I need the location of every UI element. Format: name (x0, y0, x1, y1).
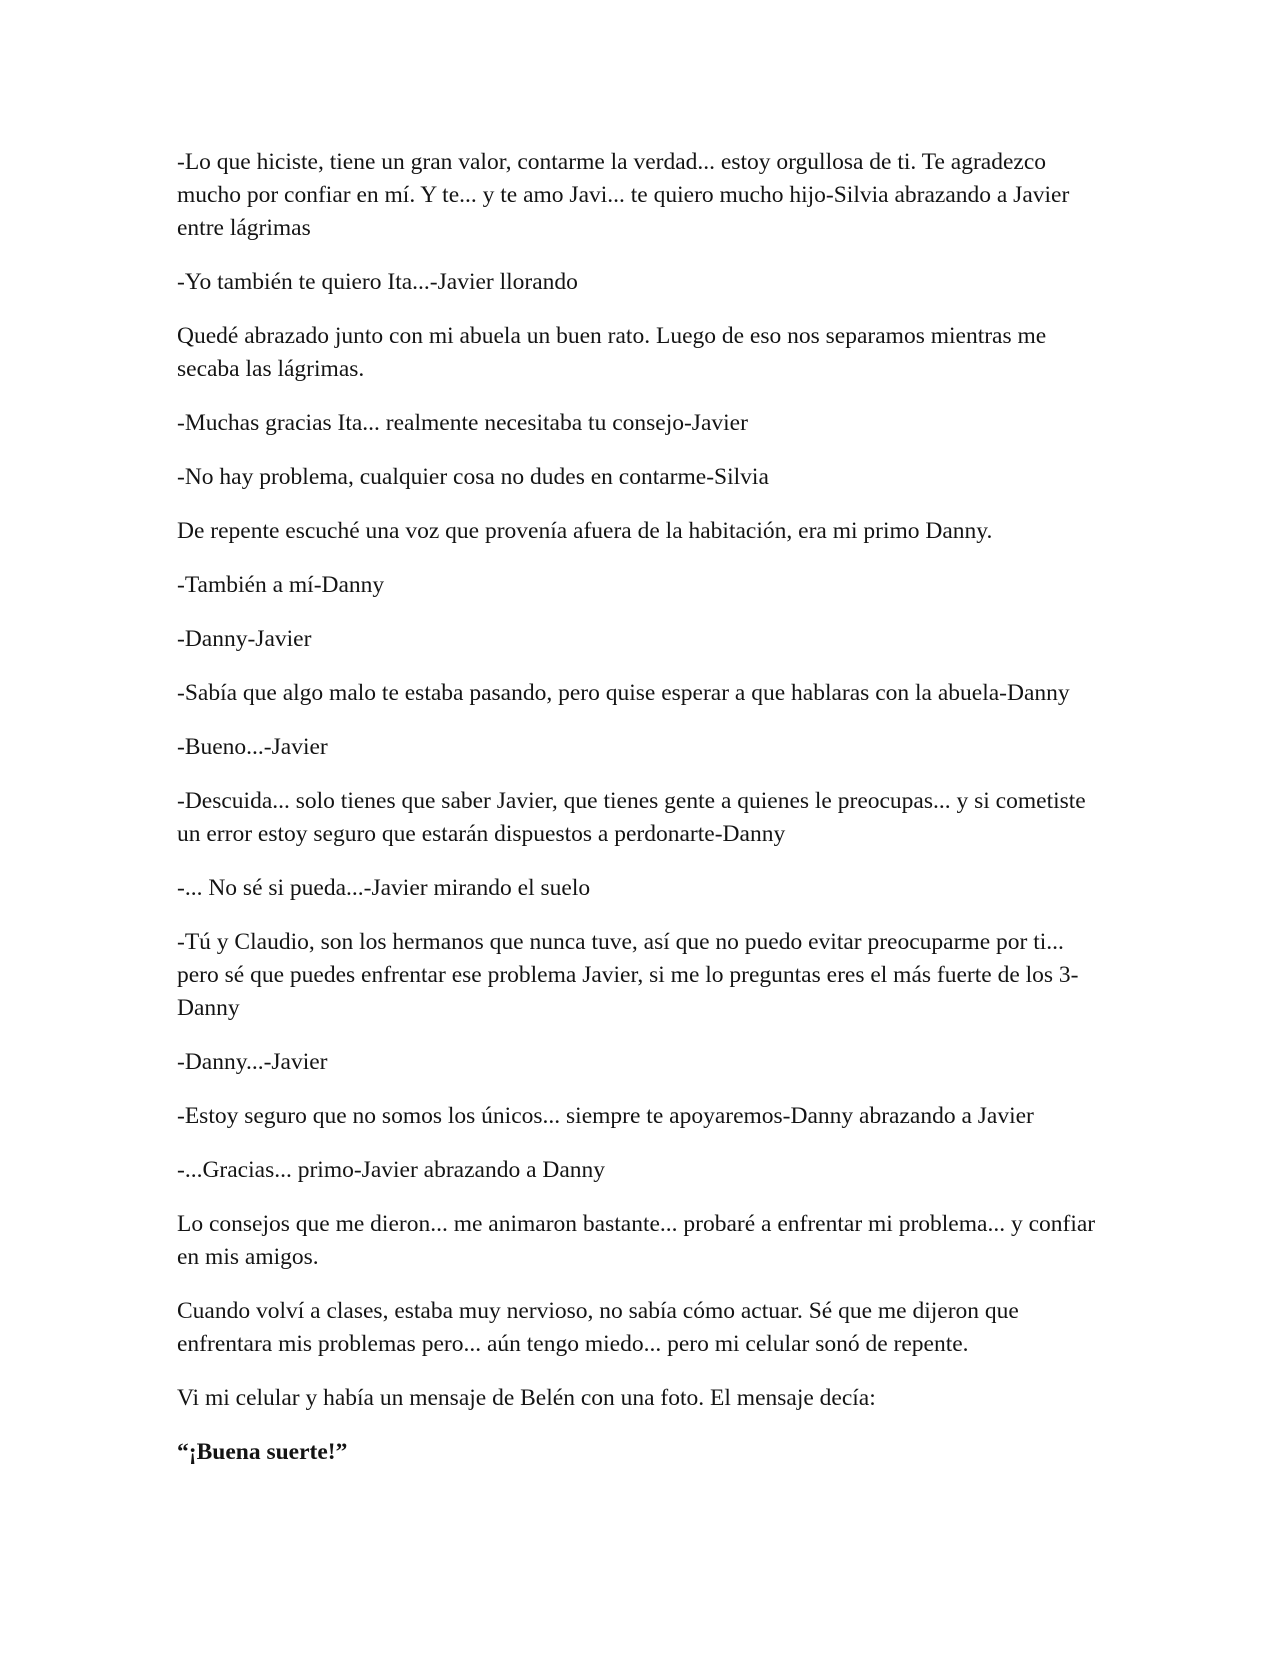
paragraph: -Tú y Claudio, son los hermanos que nunca tuve, así que no puedo evitar preocuparme por ti... pero sé que puedes enfrentar ese problema Javier, si me lo preguntas eres el más fuerte de los 3-Danny (177, 929, 1079, 1021)
paragraph: -Estoy seguro que no somos los únicos... siempre te apoyaremos-Danny abrazando a Javier (177, 1103, 1034, 1129)
paragraph: Cuando volví a clases, estaba muy nervioso, no sabía cómo actuar. Sé que me dijeron que enfrentara mis problemas pero... aún tengo miedo... pero mi celular sonó de repente. (177, 1298, 1019, 1357)
paragraph: -Muchas gracias Ita... realmente necesitaba tu consejo-Javier (177, 410, 748, 436)
paragraph: -Danny...-Javier (177, 1049, 328, 1075)
paragraph: -... No sé si pueda...-Javier mirando el suelo (177, 875, 591, 901)
paragraph: -...Gracias... primo-Javier abrazando a Danny (177, 1157, 606, 1183)
paragraph: Quedé abrazado junto con mi abuela un buen rato. Luego de eso nos separamos mientras me secaba las lágrimas. (177, 323, 1047, 382)
document-page (177, 146, 1097, 1490)
paragraph: -También a mí-Danny (177, 572, 385, 598)
paragraph: -Lo que hiciste, tiene un gran valor, contarme la verdad... estoy orgullosa de ti. Te agradezco mucho por confiar en mí. Y te... y te amo Javi... te quiero mucho hijo-Silvia abrazando a Javier entre lágrimas (177, 149, 1070, 241)
paragraph: -Sabía que algo malo te estaba pasando, pero quise esperar a que hablaras con la abuela-Danny (177, 680, 1070, 706)
paragraph: -Descuida... solo tienes que saber Javier, que tienes gente a quienes le preocupas... y si cometiste un error estoy seguro que estarán dispuestos a perdonarte-Danny (177, 788, 1086, 847)
paragraph: -No hay problema, cualquier cosa no dudes en contarme-Silvia (177, 464, 769, 490)
paragraph: De repente escuché una voz que provenía afuera de la habitación, era mi primo Danny. (177, 518, 993, 544)
paragraph: -Yo también te quiero Ita...-Javier llorando (177, 269, 578, 295)
paragraph: -Danny-Javier (177, 626, 312, 652)
paragraph: -Bueno...-Javier (177, 734, 328, 760)
paragraph: Vi mi celular y había un mensaje de Belén con una foto. El mensaje decía: (177, 1385, 876, 1411)
paragraph: Lo consejos que me dieron... me animaron bastante... probaré a enfrentar mi problema... y confiar en mis amigos. (177, 1211, 1096, 1270)
closing-message: “¡Buena suerte!” (177, 1439, 348, 1465)
